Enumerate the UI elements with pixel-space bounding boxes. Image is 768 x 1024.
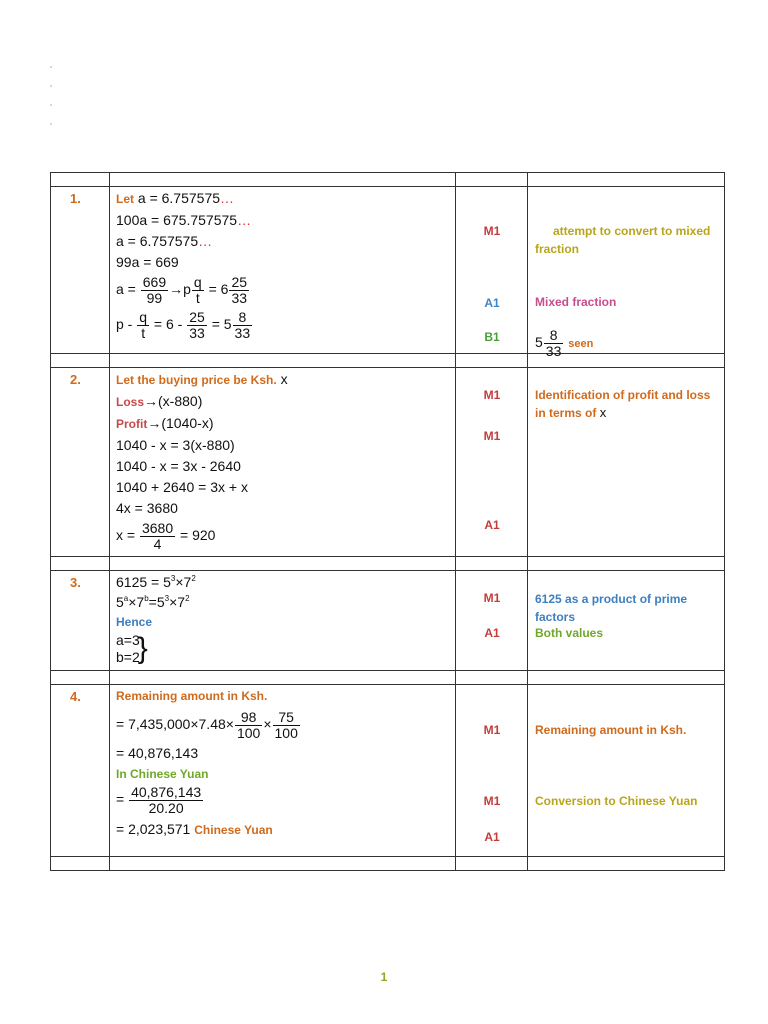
- working-line: 4x = 3680: [116, 500, 178, 516]
- working-line: a = 6.757575…: [116, 233, 213, 249]
- comment: 6125 as a product of prime factors: [535, 592, 688, 624]
- spacer-row: [51, 857, 725, 871]
- marks-cell: [456, 368, 528, 557]
- working-line: Let the buying price be Ksh. x: [116, 371, 288, 387]
- working-line: = $\frac{40,876,143}{20.20}$: [116, 784, 202, 816]
- working-line: = 7,435,000×7.48× $\frac{98}{100}$ × $\frac{75}{100}$: [116, 709, 298, 741]
- question-number: 1.: [51, 187, 110, 354]
- working-line: In Chinese Yuan: [116, 767, 209, 781]
- working-line: Profit→(1040-x): [116, 415, 214, 431]
- working-line: Loss→(x-880): [116, 393, 203, 409]
- working-line: x = $\frac{3680}{4}$ = 920: [116, 520, 216, 552]
- fraction: $\frac{75}{100}$: [274, 709, 298, 741]
- working-line: Hence: [116, 615, 153, 629]
- marks-cell: [456, 571, 528, 671]
- mark: M1: [483, 388, 501, 402]
- working-line: 1040 - x = 3(x-880): [116, 437, 235, 453]
- working-line: $5^a\times 7^b=5^3\times 7^2$: [116, 594, 190, 610]
- comment: Both values: [535, 626, 604, 640]
- working-cell: [110, 685, 456, 857]
- fraction: $\frac{669}{99}$: [142, 274, 167, 306]
- mark: M1: [483, 429, 501, 443]
- question-number: 2.: [51, 368, 110, 557]
- question-number: 4.: [51, 685, 110, 857]
- comment: Mixed fraction: [535, 295, 617, 309]
- question-row-3: [51, 571, 725, 671]
- mark: M1: [483, 723, 501, 737]
- mark: M1: [483, 224, 501, 238]
- working-line: Let a = 6.757575…: [116, 190, 235, 206]
- fraction: $\frac{q}{t}$: [193, 274, 202, 306]
- fraction: $\frac{25}{33}$: [231, 274, 248, 306]
- spacer-row: [51, 557, 725, 571]
- comment: 5 $\frac{8}{33}$ seen: [535, 327, 594, 359]
- comments-cell: [528, 187, 725, 359]
- working-line: 1040 - x = 3x - 2640: [116, 458, 241, 474]
- working-cell: [110, 187, 456, 354]
- comment: attempt to convert to mixed fraction: [535, 224, 711, 256]
- fraction: $\frac{8}{33}$: [545, 327, 562, 359]
- working-line: 100a = 675.757575…: [116, 212, 252, 228]
- fraction: $\frac{3680}{4}$: [141, 520, 174, 552]
- working-cell: [110, 368, 456, 557]
- brace: }: [137, 632, 148, 665]
- comments-cell: [528, 571, 725, 671]
- comments-cell: [528, 368, 725, 557]
- mark: A1: [484, 518, 500, 532]
- working-line: $6125 = 5^3\times 7^2$: [116, 574, 196, 590]
- working-line: a=3 b=2 }: [116, 632, 148, 665]
- spacer-row: [51, 671, 725, 685]
- working-line: = 40,876,143: [116, 745, 199, 761]
- fraction: $\frac{q}{t}$: [139, 309, 148, 341]
- mark: B1: [484, 330, 500, 344]
- comment: Remaining amount in Ksh.: [535, 723, 687, 737]
- question-number: 3.: [51, 571, 110, 671]
- mark: A1: [484, 296, 500, 310]
- working-line: a = $\frac{669}{99}$ →p $\frac{q}{t}$ = 6 $\frac{25}{33}$: [116, 274, 248, 306]
- fraction: $\frac{98}{100}$: [236, 709, 261, 741]
- working-line: = 2,023,571 Chinese Yuan: [116, 821, 273, 837]
- working-line: 1040 + 2640 = 3x + x: [116, 479, 248, 495]
- mark: A1: [484, 830, 500, 844]
- mark: M1: [483, 794, 501, 808]
- mark: M1: [483, 591, 501, 605]
- working-cell: [110, 571, 456, 671]
- fraction: $\frac{8}{33}$: [234, 309, 251, 341]
- question-row-1: [51, 187, 725, 354]
- comment: Identification of profit and loss in terms of x: [535, 388, 711, 420]
- question-row-4: [51, 685, 725, 857]
- page-number: 1: [380, 970, 388, 984]
- marking-scheme-table: [50, 172, 725, 871]
- spacer-row: [51, 173, 725, 187]
- marks-cell: [456, 187, 528, 354]
- working-line: p - $\frac{q}{t}$ = 6 - $\frac{25}{33}$ = 5 $\frac{8}{33}$: [116, 309, 251, 341]
- fraction: $\frac{25}{33}$: [189, 309, 205, 341]
- margin-dots: [50, 66, 52, 142]
- marks-cell: [456, 685, 528, 857]
- fraction: $\frac{40,876,143}{20.20}$: [131, 784, 202, 816]
- working-line: 99a = 669: [116, 254, 179, 270]
- working-line: Remaining amount in Ksh.: [116, 689, 268, 703]
- question-row-2: [51, 368, 725, 557]
- mark: A1: [484, 626, 500, 640]
- comments-cell: [528, 685, 725, 857]
- comment: Conversion to Chinese Yuan: [535, 794, 698, 808]
